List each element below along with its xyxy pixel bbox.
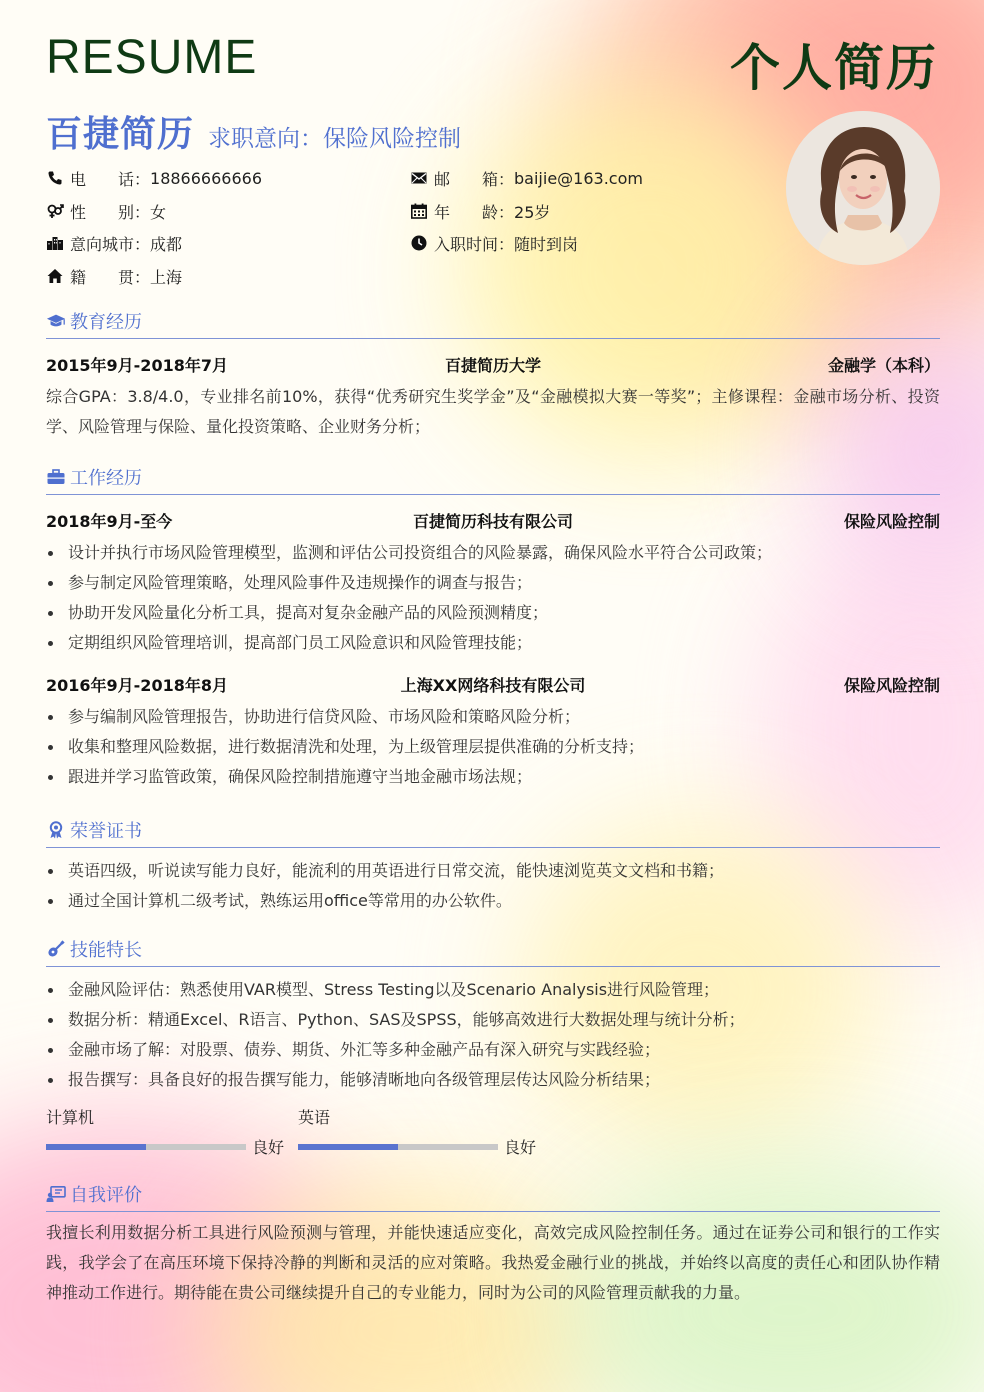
job-period: 2016年9月-2018年8月 (46, 676, 228, 695)
job-duties (46, 538, 940, 658)
job-period: 2018年9月-至今 (46, 512, 173, 531)
list-item: 协助开发风险量化分析工具，提高对复杂金融产品的风险预测精度； (46, 598, 940, 628)
skill-fill (46, 1144, 146, 1150)
job-role: 保险风险控制 (843, 676, 940, 695)
list-item: 报告撰写：具备良好的报告撰写能力，能够清晰地向各级管理层传达风险分析结果； (46, 1065, 940, 1095)
education-period: 2015年9月-2018年7月 (46, 356, 228, 375)
job-intent: 求职意向：保险风险控制 (208, 126, 462, 152)
skill-track (298, 1144, 498, 1150)
honors-header: 荣誉证书 (46, 817, 940, 848)
briefcase-icon (46, 468, 66, 486)
resume-heading: RESUME (46, 31, 258, 84)
info-email: 邮 箱： baijie@163.com (410, 167, 643, 189)
list-item: 收集和整理风险数据，进行数据清洗和处理，为上级管理层提供准确的分析支持； (46, 732, 940, 762)
list-item: 数据分析：精通Excel、R语言、Python、SAS及SPSS，能够高效进行大数据处理与统计分析； (46, 1005, 940, 1035)
skill-track (46, 1144, 246, 1150)
info-origin: 籍 贯： 上海 (46, 265, 182, 287)
job-row (46, 509, 940, 531)
honors-list (46, 856, 940, 916)
age-value: 25岁 (514, 202, 551, 222)
candidate-name: 百捷简历 (46, 114, 195, 155)
info-city: 意向城市： 成都 (46, 232, 182, 254)
job-company: 百捷简历科技有限公司 (412, 512, 573, 531)
education-section (46, 308, 940, 442)
presentation-icon (46, 1185, 66, 1203)
skills-header: 技能特长 (46, 936, 940, 967)
education-detail: 综合GPA：3.8/4.0，专业排名前10%，获得“优秀研究生奖学金”及“金融模拟大赛一等奖”；主修课程：金融市场分析、投资学、风险管理与保险、量化投资策略、企业财务分析； (46, 387, 940, 436)
job-row (46, 673, 940, 695)
skill-bar-computer (46, 1105, 286, 1158)
info-start-date: 入职时间： 随时到岗 (410, 232, 578, 254)
name-row (46, 106, 461, 157)
origin-value: 上海 (150, 267, 183, 287)
self-eval-section (46, 1181, 940, 1308)
skill-level: 良好 (504, 1138, 537, 1157)
gender-value: 女 (150, 202, 167, 222)
list-item: 跟进并学习监管政策，确保风险控制措施遵守当地金融市场法规； (46, 762, 940, 792)
info-phone: 电 话： 18866666666 (46, 167, 262, 189)
email-value: baijie@163.com (514, 168, 643, 188)
job-duties (46, 702, 940, 792)
work-section (46, 464, 940, 792)
skill-name: 英语 (298, 1108, 331, 1127)
profile-photo (786, 111, 940, 265)
list-item: 金融风险评估：熟悉使用VAR模型、Stress Testing以及Scenario Analysis进行风险管理； (46, 975, 940, 1005)
guitar-icon (46, 940, 66, 958)
list-item: 参与制定风险管理策略，处理风险事件及违规操作的调查与报告； (46, 568, 940, 598)
graduation-cap-icon (46, 312, 66, 330)
job-company: 上海XX网络科技有限公司 (400, 676, 586, 695)
award-icon (46, 821, 66, 839)
phone-value: 18866666666 (150, 168, 262, 188)
skills-list (46, 975, 940, 1095)
list-item: 定期组织风险管理培训，提高部门员工风险意识和风险管理技能； (46, 628, 940, 658)
self-eval-text: 我擅长利用数据分析工具进行风险预测与管理，并能快速适应变化，高效完成风险控制任务。通过在证券公司和银行的工作实践，我学会了在高压环境下保持冷静的判断和灵活的应对策略。我热爱金融行业的挑战，并始终以高度的责任心和团队协作精神推动工作进行。期待能在贵公司继续提升自己的专业能力，同时为公司的风险管理贡献我的力量。 (46, 1223, 940, 1302)
phone-icon (46, 169, 64, 187)
list-item: 金融市场了解：对股票、债券、期货、外汇等多种金融产品有深入研究与实践经验； (46, 1035, 940, 1065)
list-item: 参与编制风险管理报告，协助进行信贷风险、市场风险和策略风险分析； (46, 702, 940, 732)
info-gender: 性 别： 女 (46, 200, 166, 222)
education-header: 教育经历 (46, 308, 940, 339)
clock-icon (410, 234, 428, 252)
skill-level: 良好 (252, 1138, 285, 1157)
skill-bar-english (298, 1105, 538, 1158)
list-item: 英语四级，听说读写能力良好，能流利的用英语进行日常交流，能快速浏览英文文档和书籍； (46, 856, 940, 886)
skill-fill (298, 1144, 398, 1150)
home-icon (46, 267, 64, 285)
skill-name: 计算机 (46, 1108, 95, 1127)
work-header: 工作经历 (46, 464, 940, 495)
envelope-icon (410, 169, 428, 187)
start-value: 随时到岗 (514, 234, 579, 254)
building-icon (46, 234, 64, 252)
education-major: 金融学（本科） (827, 356, 940, 375)
education-school: 百捷简历大学 (444, 356, 541, 375)
education-row (46, 353, 940, 375)
info-age: 年 龄： 25岁 (410, 200, 550, 222)
city-value: 成都 (150, 234, 183, 254)
resume-cn-title: 个人简历 (730, 39, 938, 97)
list-item: 设计并执行市场风险管理模型，监测和评估公司投资组合的风险暴露，确保风险水平符合公司政策； (46, 538, 940, 568)
self-eval-header: 自我评价 (46, 1181, 940, 1212)
calendar-icon (410, 202, 428, 220)
job-role: 保险风险控制 (843, 512, 940, 531)
honors-section (46, 817, 940, 916)
gender-icon (46, 202, 64, 220)
list-item: 通过全国计算机二级考试，熟练运用office等常用的办公软件。 (46, 886, 940, 916)
skills-section (46, 936, 940, 1095)
